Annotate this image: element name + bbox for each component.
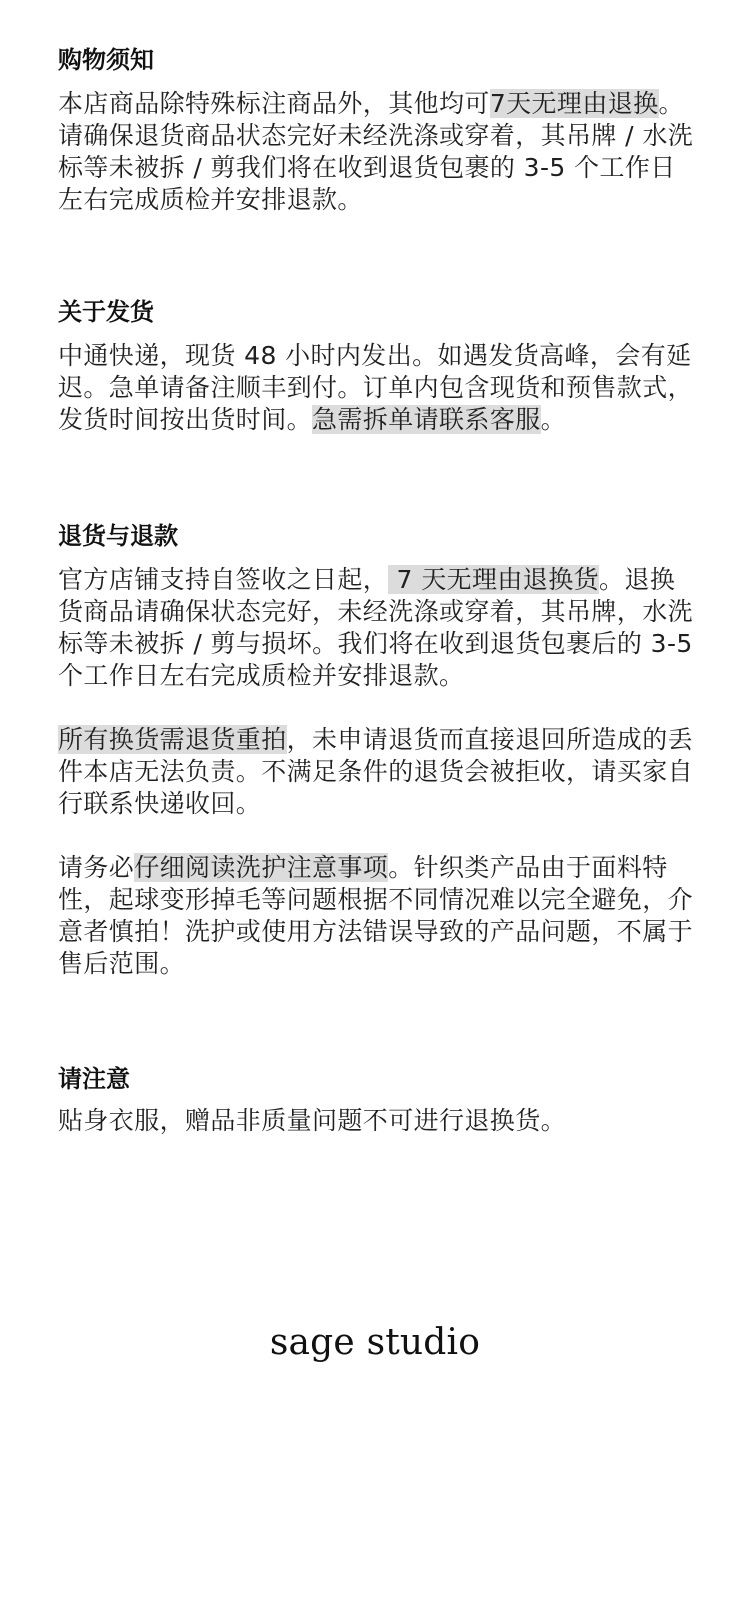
section-please-note — [58, 1063, 698, 1137]
highlighted-text: 所有换货需退货重拍 — [58, 725, 287, 754]
brand-logo-text: sage studio — [269, 1322, 481, 1363]
paragraph-text: 请务必 — [58, 853, 135, 882]
section-title: 请注意 — [58, 1065, 130, 1093]
section-paragraph — [58, 1105, 698, 1137]
section-title: 关于发货 — [58, 298, 154, 326]
paragraph-text: 。请确保退货商品状态完好未经洗涤或穿着，其吊牌 / 水洗标等未被拆 / 剪我们将在收到退货包裹的 3-5 个工作日左右完成质检并安排退款。 — [58, 89, 694, 214]
section-paragraph — [58, 564, 698, 692]
section-title: 退货与退款 — [58, 522, 178, 550]
paragraph-text: 贴身衣服，赠品非质量问题不可进行退换货。 — [58, 1106, 567, 1135]
section-paragraph — [58, 852, 698, 980]
paragraph-text: 。 — [540, 405, 567, 434]
section-shipping — [58, 296, 698, 436]
section-paragraph — [58, 724, 698, 820]
highlighted-text: 急需拆单请联系客服 — [312, 405, 541, 434]
paragraph-text: 官方店铺支持自签收之日起， — [58, 565, 389, 594]
section-title: 购物须知 — [58, 46, 154, 74]
section-shopping-notice — [58, 44, 698, 216]
highlighted-text: 7天无理由退换 — [489, 89, 659, 118]
paragraph-text: 。针织类产品由于面料特性，起球变形掉毛等问题根据不同情况难以完全避免，介意者慎拍！洗护或使用方法错误导致的产品问题，不属于售后范围。 — [58, 853, 694, 978]
section-paragraph — [58, 88, 698, 216]
paragraph-text: 中通快递，现货 48 小时内发出。如遇发货高峰，会有延迟。急单请备注顺丰到付。订单内包含现货和预售款式，发货时间按出货时间。 — [58, 341, 694, 434]
paragraph-text: 。退换货商品请确保状态完好，未经洗涤或穿着，其吊牌，水洗标等未被拆 / 剪与损坏。我们将在收到退货包裹后的 3-5 个工作日左右完成质检并安排退款。 — [58, 565, 694, 690]
section-returns-refunds — [58, 520, 698, 980]
highlighted-text: 仔细阅读洗护注意事项 — [134, 853, 389, 882]
paragraph-text: 本店商品除特殊标注商品外，其他均可 — [58, 89, 490, 118]
highlighted-text: 7 天无理由退换货 — [388, 565, 600, 594]
section-paragraph — [58, 340, 698, 436]
paragraph-text: ，未申请退货而直接退回所造成的丢件本店无法负责。不满足条件的退货会被拒收，请买家自行联系快递收回。 — [58, 725, 694, 818]
